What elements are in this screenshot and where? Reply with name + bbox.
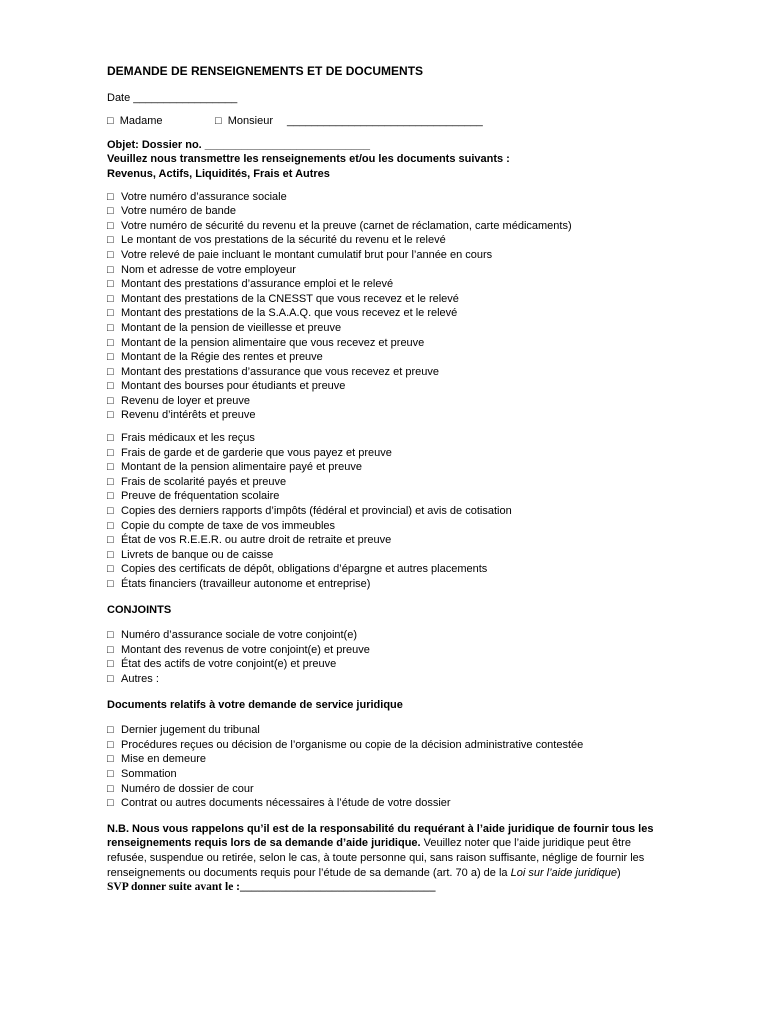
revenus-item[interactable]	[107, 321, 667, 336]
juridique-item[interactable]	[107, 782, 667, 797]
checklist-item-label: Montant de la pension alimentaire que vous recevez et preuve	[121, 336, 425, 349]
checkbox-icon[interactable]: □	[107, 234, 114, 247]
checklist-item-label: Montant des prestations d’assurance emploi et le relevé	[121, 278, 394, 291]
checklist-item-label: Sommation	[121, 767, 177, 780]
checklist-item-label: Livrets de banque ou de caisse	[121, 548, 274, 561]
revenus-item[interactable]	[107, 263, 667, 278]
checklist-item-label: État de vos R.E.E.R. ou autre droit de retraite et preuve	[121, 534, 392, 547]
frais-item[interactable]	[107, 489, 667, 504]
checkbox-icon[interactable]: □	[107, 548, 114, 561]
checklist-item-label: Frais de scolarité payés et preuve	[121, 475, 287, 488]
checkbox-icon[interactable]: □	[107, 658, 114, 671]
checklist-item-label: Montant de la pension de vieillesse et preuve	[121, 321, 342, 334]
salutation-row	[107, 114, 667, 129]
revenus-item[interactable]	[107, 277, 667, 292]
revenus-checklist	[107, 190, 667, 424]
checkbox-icon[interactable]: □	[107, 490, 114, 503]
nb-paragraph	[107, 822, 667, 880]
revenus-item[interactable]	[107, 190, 667, 205]
checklist-item-label: Copie du compte de taxe de vos immeubles	[121, 519, 336, 532]
checklist-item-label: Contrat ou autres documents nécessaires à l’étude de votre dossier	[121, 797, 451, 810]
frais-item[interactable]	[107, 431, 667, 446]
svp-deadline-field[interactable]: SVP donner suite avant le :__________________________________	[107, 881, 436, 894]
checkbox-icon[interactable]: □	[107, 534, 114, 547]
checklist-item-label: Votre relevé de paie incluant le montant cumulatif brut pour l’année en cours	[121, 248, 493, 261]
juridique-item[interactable]	[107, 752, 667, 767]
revenus-item[interactable]	[107, 306, 667, 321]
frais-item[interactable]	[107, 475, 667, 490]
checklist-item-label: Procédures reçues ou décision de l’organisme ou copie de la décision administrative contestée	[121, 738, 584, 751]
checklist-item-label: Frais de garde et de garderie que vous payez et preuve	[121, 446, 392, 459]
juridique-item[interactable]	[107, 767, 667, 782]
checkbox-icon[interactable]: □	[107, 505, 114, 518]
conjoints-checklist	[107, 628, 667, 672]
checkbox-icon[interactable]: □	[107, 519, 114, 532]
checkbox-icon[interactable]: □	[107, 475, 114, 488]
conjoints-item[interactable]	[107, 628, 667, 643]
frais-item[interactable]	[107, 504, 667, 519]
checkbox-icon[interactable]: □	[107, 446, 114, 459]
checklist-item-label: Montant des bourses pour étudiants et preuve	[121, 380, 346, 393]
frais-item[interactable]	[107, 577, 667, 592]
frais-item[interactable]	[107, 460, 667, 475]
revenus-item[interactable]	[107, 233, 667, 248]
checkbox-icon[interactable]: □	[107, 365, 114, 378]
document-body	[107, 64, 667, 895]
checkbox-icon[interactable]: □	[107, 724, 114, 737]
revenus-item[interactable]	[107, 408, 667, 423]
madame-checkbox[interactable]: □ Madame	[107, 115, 163, 128]
juridique-item[interactable]	[107, 796, 667, 811]
checkbox-icon[interactable]: □	[107, 578, 114, 590]
conjoints-item[interactable]	[107, 643, 667, 658]
checkbox-icon[interactable]: □	[107, 797, 114, 810]
frais-item[interactable]	[107, 533, 667, 548]
checklist-item-label: Montant des prestations de la S.A.A.Q. que vous recevez et le relevé	[121, 307, 458, 320]
checkbox-icon[interactable]: □	[107, 563, 114, 576]
revenus-item[interactable]	[107, 292, 667, 307]
checklist-item-label: Montant des revenus de votre conjoint(e) et preuve	[121, 643, 370, 656]
checklist-item-label: Numéro de dossier de cour	[121, 782, 254, 795]
checklist-item-label: Revenu d’intérêts et preuve	[121, 409, 256, 422]
checkbox-icon[interactable]: □	[107, 461, 114, 474]
nb-bold-text: N.B. Nous vous rappelons qu’il est de la responsabilité du requérant à l’aide juridique de fournir tous les renseignements requis lors de sa demande d’aide juridique.	[107, 822, 654, 850]
revenus-item[interactable]	[107, 336, 667, 351]
juridique-item[interactable]	[107, 723, 667, 738]
nb-end: )	[617, 866, 621, 879]
checkbox-icon[interactable]: □	[107, 321, 114, 334]
request-line: Veuillez nous transmettre les renseignements et/ou les documents suivants :	[107, 153, 510, 166]
revenus-item[interactable]	[107, 379, 667, 394]
autres-checklist	[107, 672, 667, 687]
autres-label: Autres :	[121, 672, 159, 685]
checkbox-icon[interactable]: □	[107, 292, 114, 305]
checkbox-icon[interactable]: □	[107, 432, 114, 445]
conjoints-item[interactable]	[107, 657, 667, 672]
frais-item[interactable]	[107, 519, 667, 534]
frais-item[interactable]	[107, 446, 667, 461]
frais-item[interactable]	[107, 548, 667, 563]
frais-item[interactable]	[107, 562, 667, 577]
checkbox-icon[interactable]: □	[107, 336, 114, 349]
checkbox-icon[interactable]: □	[107, 767, 114, 780]
checkbox-icon[interactable]: □	[107, 219, 114, 232]
checkbox-icon[interactable]: □	[107, 205, 114, 218]
checklist-item-label: Dernier jugement du tribunal	[121, 724, 260, 737]
request-categories: Revenus, Actifs, Liquidités, Frais et Autres	[107, 167, 330, 180]
nb-law-title: Loi sur l’aide juridique	[510, 866, 617, 879]
monsieur-checkbox[interactable]: □ Monsieur	[215, 115, 273, 128]
revenus-item[interactable]	[107, 219, 667, 234]
checkbox-icon[interactable]: □	[107, 782, 114, 795]
checklist-item-label: Preuve de fréquentation scolaire	[121, 490, 280, 503]
checklist-item-label: Votre numéro de sécurité du revenu et la preuve (carnet de réclamation, carte médicaments)	[121, 219, 572, 232]
checklist-item-label: Copies des certificats de dépôt, obligations d’épargne et autres placements	[121, 563, 488, 576]
checklist-item-label: Montant de la pension alimentaire payé et preuve	[121, 461, 362, 474]
checkbox-icon[interactable]: □	[107, 380, 114, 393]
checkbox-icon[interactable]: □	[107, 278, 114, 291]
checklist-item-label: Montant des prestations de la CNESST que vous recevez et le relevé	[121, 292, 459, 305]
checkbox-icon[interactable]: □	[107, 394, 114, 407]
checklist-item-label: Votre numéro de bande	[121, 205, 236, 218]
juridique-heading: Documents relatifs à votre demande de service juridique	[107, 698, 403, 711]
revenus-item[interactable]	[107, 248, 667, 263]
checkbox-icon[interactable]: □	[107, 629, 114, 642]
checkbox-icon[interactable]: □	[107, 409, 114, 422]
revenus-item[interactable]	[107, 350, 667, 365]
juridique-item[interactable]	[107, 738, 667, 753]
checklist-item-label: Mise en demeure	[121, 753, 206, 766]
checkbox-icon[interactable]: □	[107, 351, 114, 364]
objet-dossier-field[interactable]: Objet: Dossier no. ___________________________	[107, 138, 370, 151]
juridique-checklist	[107, 723, 667, 811]
checkbox-icon[interactable]: □	[107, 738, 114, 751]
checklist-item-label: Copies des derniers rapports d’impôts (fédéral et provincial) et avis de cotisation	[121, 505, 512, 518]
checklist-item-label: Numéro d’assurance sociale de votre conjoint(e)	[121, 629, 358, 642]
checklist-item-label: Montant des prestations d’assurance que vous recevez et preuve	[121, 365, 439, 378]
revenus-item[interactable]	[107, 394, 667, 409]
checklist-item-label: Montant de la Régie des rentes et preuve	[121, 351, 323, 364]
frais-checklist	[107, 431, 667, 592]
checkbox-icon[interactable]: □	[107, 753, 114, 766]
checkbox-icon[interactable]: □	[107, 263, 114, 276]
checkbox-icon[interactable]: □	[107, 190, 114, 203]
checklist-item-label: Frais médicaux et les reçus	[121, 432, 255, 445]
checklist-item-label: États financiers (travailleur autonome et entreprise)	[121, 578, 371, 590]
name-blank-field[interactable]: ________________________________	[287, 115, 483, 128]
revenus-item[interactable]	[107, 204, 667, 219]
checklist-item-label: Votre numéro d’assurance sociale	[121, 190, 287, 203]
checklist-item-label: Nom et adresse de votre employeur	[121, 263, 296, 276]
nb-text: Veuillez noter que l’aide juridique peut être refusée, suspendue ou retirée, selon le cas, à toute personne qui, sans raison suffisante, néglige de fournir les renseignements ou documents requis pour l’étude de sa demande (art. 70 a) de la	[107, 837, 645, 879]
autres-item[interactable]	[107, 672, 667, 687]
document-title: DEMANDE DE RENSEIGNEMENTS ET DE DOCUMENTS	[107, 64, 424, 78]
checklist-item-label: Revenu de loyer et preuve	[121, 394, 251, 407]
checkbox-icon[interactable]: □	[107, 307, 114, 320]
checklist-item-label: Le montant de vos prestations de la sécurité du revenu et le relevé	[121, 234, 446, 247]
checklist-item-label: État des actifs de votre conjoint(e) et preuve	[121, 658, 337, 671]
checkbox-icon[interactable]: □	[107, 672, 114, 685]
conjoints-heading: CONJOINTS	[107, 603, 172, 616]
revenus-item[interactable]	[107, 365, 667, 380]
checkbox-icon[interactable]: □	[107, 248, 114, 261]
checkbox-icon[interactable]: □	[107, 643, 114, 656]
date-field[interactable]: Date _________________	[107, 91, 238, 104]
